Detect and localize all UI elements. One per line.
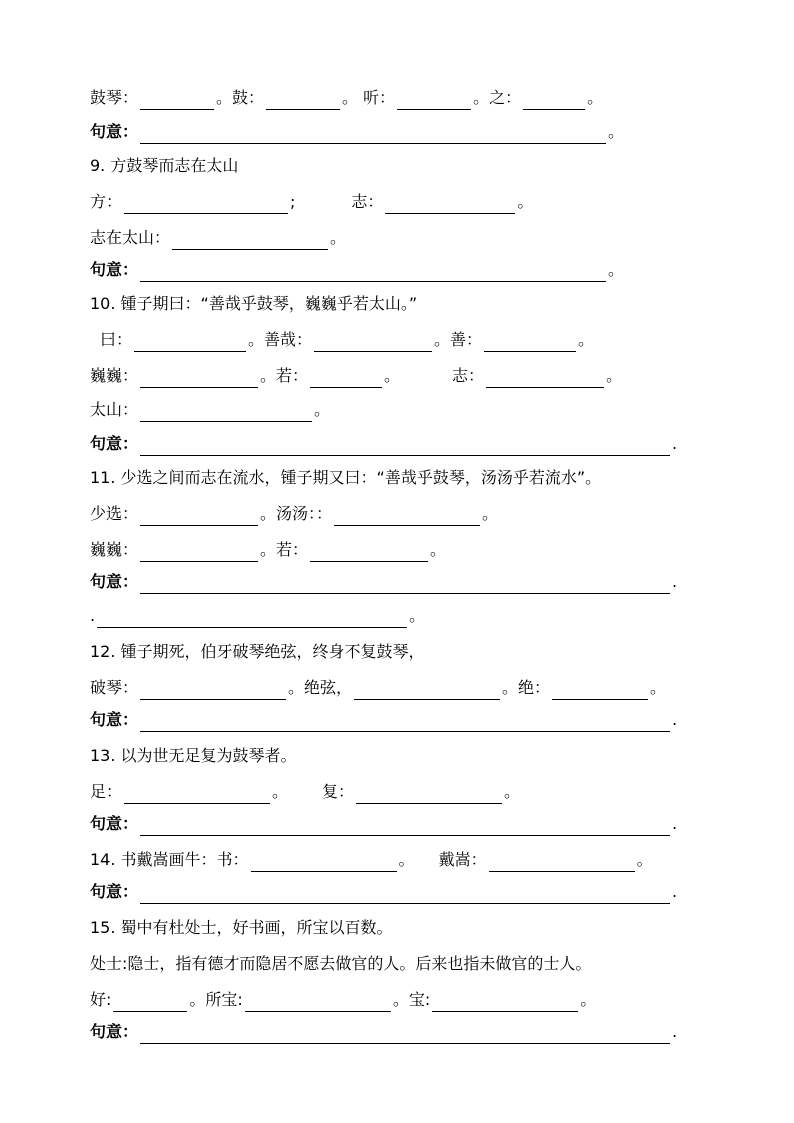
end-punct: . (672, 710, 678, 729)
question-14-line (90, 848, 653, 872)
label-yue: 曰： (100, 330, 133, 349)
end-punct: 。 (636, 850, 653, 869)
label-ting: 。 听： (342, 88, 396, 107)
label-hao: 好: (90, 990, 112, 1009)
blank-suobao[interactable] (245, 993, 391, 1012)
label-fang: 方： (90, 192, 123, 211)
blank-ruo[interactable] (310, 369, 382, 388)
vocab-line-shaoxuan (90, 502, 498, 526)
label-shaoxuan: 少选： (90, 504, 139, 523)
end-punct: 。 (314, 400, 331, 419)
end-punct: 。 (482, 504, 499, 523)
question-10-title (90, 292, 417, 316)
label-zhi: 志： (351, 192, 384, 211)
question-15-title (90, 916, 393, 940)
blank-shangshang[interactable] (334, 507, 480, 526)
sentence-meaning-label: 句意： (90, 710, 139, 729)
sentence-meaning-line (90, 880, 677, 904)
blank-zhi[interactable] (385, 195, 515, 214)
blank-poqin[interactable] (140, 681, 286, 700)
end-punct: . (672, 882, 678, 901)
label-poqin: 破琴： (90, 678, 139, 697)
blank-zu[interactable] (124, 785, 270, 804)
sentence-meaning-label: 句意： (90, 1022, 139, 1041)
label-zhi: 。之： (473, 88, 522, 107)
sentence-meaning-blank[interactable] (140, 885, 670, 904)
end-punct: 。 (504, 782, 521, 801)
sentence-meaning-line (90, 432, 677, 456)
label-juexian: 。绝弦， (288, 678, 353, 697)
label-ruo: 。若： (260, 540, 309, 559)
end-punct: 。 (430, 540, 447, 559)
vocab-line-poqin (90, 676, 666, 700)
label-weiwei: 巍巍： (90, 540, 139, 559)
end-punct: 。 (608, 122, 625, 141)
blank-shanzai[interactable] (314, 333, 432, 352)
blank-zhi[interactable] (523, 91, 585, 110)
question-text: 12. 锺子期死，伯牙破琴绝弦，终身不复鼓琴， (90, 642, 425, 661)
question-text: 14. 书戴嵩画牛：书： (90, 850, 249, 869)
semicolon: ; (290, 192, 296, 211)
blank-ruo[interactable] (310, 543, 428, 562)
blank-weiwei[interactable] (140, 543, 258, 562)
end-punct: 。 (272, 782, 289, 801)
blank-shan[interactable] (484, 333, 576, 352)
sentence-meaning-label: 句意： (90, 260, 139, 279)
blank-zhi[interactable] (486, 369, 604, 388)
sentence-meaning-blank[interactable] (140, 437, 670, 456)
blank-ting[interactable] (397, 91, 471, 110)
sentence-meaning-line (90, 258, 624, 282)
question-text: 15. 蜀中有杜处士，好书画，所宝以百数。 (90, 918, 393, 937)
sentence-meaning-label: 句意： (90, 572, 139, 591)
sentence-meaning-line (90, 1020, 677, 1044)
end-punct: 。 (398, 850, 415, 869)
blank-shaoxuan[interactable] (140, 507, 258, 526)
vocab-line-zhizaitaishan (90, 226, 346, 250)
label-ruo: 。若： (260, 366, 309, 385)
sentence-meaning-blank[interactable] (140, 125, 606, 144)
question-text: 13. 以为世无足复为鼓琴者。 (90, 746, 297, 765)
end-punct: 。 (384, 366, 401, 385)
blank-jue[interactable] (552, 681, 648, 700)
blank-weiwei[interactable] (140, 369, 258, 388)
label-shanzai: 。善哉： (248, 330, 313, 349)
sentence-meaning-blank[interactable] (140, 263, 606, 282)
sentence-meaning-blank[interactable] (140, 1025, 670, 1044)
vocab-line-weiwei-2 (90, 538, 446, 562)
vocab-line-hao (90, 988, 596, 1012)
question-9-title (90, 154, 238, 178)
blank-fang[interactable] (124, 195, 288, 214)
end-punct: 。 (608, 260, 625, 279)
sentence-meaning-blank[interactable] (140, 817, 670, 836)
end-punct: 。 (330, 228, 347, 247)
label-zu: 足： (90, 782, 123, 801)
label-jue: 。绝： (502, 678, 551, 697)
label-gu: 。鼓： (216, 88, 265, 107)
label-fu: 复： (322, 782, 355, 801)
label-zhi: 志： (452, 366, 485, 385)
question-13-title (90, 744, 297, 768)
blank-juexian[interactable] (354, 681, 500, 700)
sentence-meaning-line (90, 570, 677, 594)
label-daisong: 戴嵩： (438, 850, 487, 869)
end-punct: 。 (517, 192, 534, 211)
sentence-meaning-line (90, 812, 677, 836)
sentence-meaning-label: 句意： (90, 434, 139, 453)
sentence-meaning-label: 句意： (90, 882, 139, 901)
blank-hao[interactable] (113, 993, 187, 1012)
vocab-line-zu (90, 780, 520, 804)
blank-daisong[interactable] (489, 853, 635, 872)
question-12-title (90, 640, 425, 664)
blank-zhizaitaishan[interactable] (172, 231, 328, 250)
sentence-meaning-line (90, 120, 624, 144)
end-punct: 。 (587, 88, 604, 107)
question-text: 9. 方鼓琴而志在太山 (90, 156, 239, 175)
label-shan: 。善： (434, 330, 483, 349)
end-punct: . (672, 572, 678, 591)
label-weiwei: 巍巍： (90, 366, 139, 385)
blank-bao[interactable] (432, 993, 578, 1012)
end-punct: 。 (650, 678, 667, 697)
label-bao: 。宝: (392, 990, 431, 1009)
question-text: 11. 少选之间而志在流水，锺子期又曰：“善哉乎鼓琴，汤汤乎若流水”。 (90, 468, 602, 487)
sentence-meaning-label: 句意： (90, 814, 139, 833)
end-punct: 。 (606, 366, 623, 385)
label-shangshang: 。汤汤：： (260, 504, 333, 523)
blank-shu[interactable] (251, 853, 397, 872)
question-text: 10. 锺子期曰：“善哉乎鼓琴，巍巍乎若太山。” (90, 294, 418, 313)
end-punct: . (672, 814, 678, 833)
definition-chushi (90, 952, 591, 976)
label-suobao: 。所宝: (189, 990, 243, 1009)
blank-fu[interactable] (356, 785, 502, 804)
label-zhizaitaishan: 志在太山： (90, 228, 171, 247)
definition-text: 处士:隐士，指有德才而隐居不愿去做官的人。后来也指未做官的士人。 (90, 954, 592, 973)
end-punct: . (672, 1022, 678, 1041)
end-punct: . (672, 434, 678, 453)
label-taishan: 太山： (90, 400, 139, 419)
sentence-meaning-blank[interactable] (140, 575, 670, 594)
blank-yue[interactable] (134, 333, 246, 352)
end-punct: 。 (409, 606, 426, 625)
vocab-line-weiwei (90, 364, 622, 388)
start-punct: . (90, 606, 96, 625)
label-guqin: 鼓琴： (90, 88, 139, 107)
blank-gu[interactable] (266, 91, 340, 110)
blank-guqin[interactable] (140, 91, 214, 110)
sentence-meaning-label: 句意： (90, 122, 139, 141)
vocab-line-guqin (90, 86, 603, 110)
question-11-title (90, 466, 601, 490)
vocab-line-fang (90, 190, 533, 214)
end-punct: 。 (578, 330, 595, 349)
continuation-blank[interactable] (97, 609, 407, 628)
vocab-line-yue (100, 328, 594, 352)
sentence-meaning-line (90, 708, 677, 732)
sentence-meaning-blank[interactable] (140, 713, 670, 732)
vocab-line-taishan (90, 398, 330, 422)
blank-taishan[interactable] (140, 403, 312, 422)
end-punct: 。 (580, 990, 597, 1009)
sentence-meaning-continuation (90, 604, 425, 628)
